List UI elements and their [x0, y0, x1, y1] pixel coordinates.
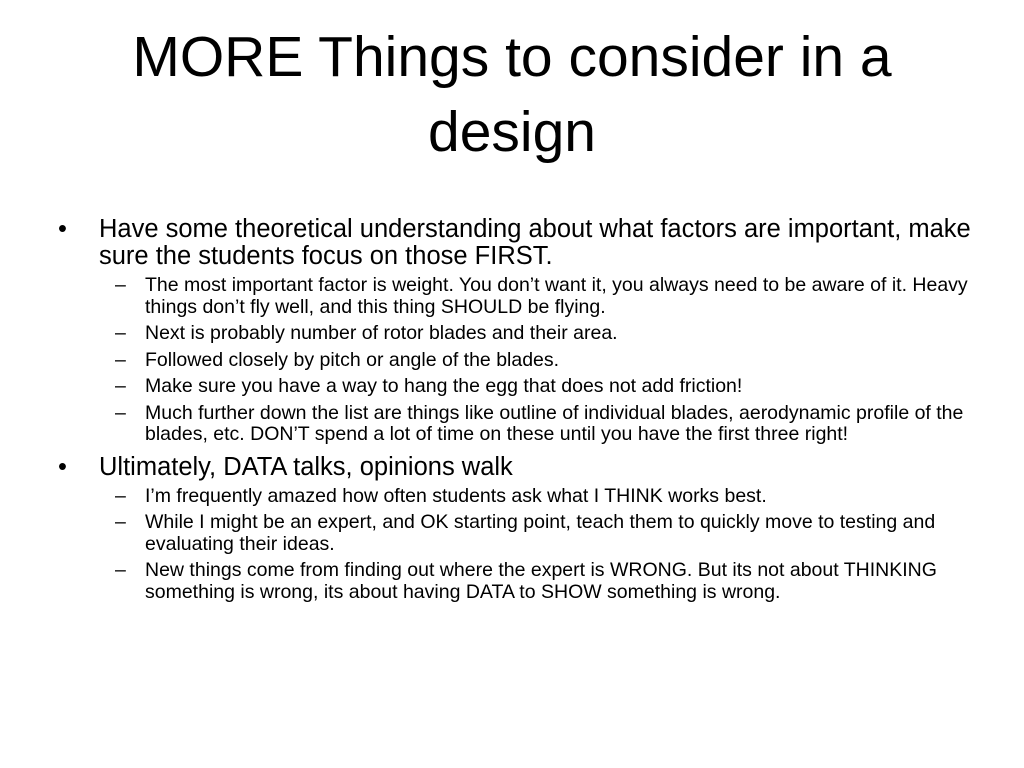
sub-bullet-item — [58, 275, 978, 318]
sub-bullet-list — [58, 486, 978, 604]
dash-icon: – — [115, 322, 126, 344]
sub-bullet-item — [58, 376, 978, 398]
dash-icon: – — [115, 274, 126, 296]
sub-bullet-item — [58, 403, 978, 446]
dash-icon: – — [115, 559, 126, 581]
dash-icon: – — [115, 401, 126, 424]
sub-bullet-text: I’m frequently amazed how often students ask what I THINK works best. — [145, 484, 767, 507]
dash-icon: – — [115, 375, 126, 397]
sub-bullet-item — [58, 350, 978, 372]
slide-body — [58, 212, 978, 608]
dash-icon: – — [115, 484, 126, 507]
sub-bullet-item — [58, 512, 978, 555]
sub-bullet-text: Make sure you have a way to hang the egg that does not add friction! — [145, 375, 743, 397]
dash-icon: – — [115, 511, 126, 533]
bullet-icon: • — [58, 452, 67, 481]
sub-bullet-text: The most important factor is weight. You don’t want it, you always need to be aware of it. Heavy things don’t fly well, and this thing SHOULD be flying. — [145, 274, 968, 318]
sub-bullet-list — [58, 275, 978, 446]
bullet-text: Have some theoretical understanding about what factors are important, make sure the students focus on those FIRST. — [99, 215, 971, 270]
bullet-text: Ultimately, DATA talks, opinions walk — [99, 452, 513, 481]
sub-bullet-text: Next is probably number of rotor blades and their area. — [145, 322, 618, 344]
sub-bullet-item — [58, 560, 978, 603]
sub-bullet-text: Followed closely by pitch or angle of the blades. — [145, 348, 560, 371]
bullet-item — [58, 454, 978, 481]
sub-bullet-text: Much further down the list are things like outline of individual blades, aerodynamic profile of the blades, etc. DON’T spend a lot of time on these until you have the first three right! — [145, 401, 964, 445]
bullet-icon: • — [58, 215, 67, 243]
slide-title: MORE Things to consider in a design — [132, 25, 892, 164]
sub-bullet-text: New things come from finding out where the expert is WRONG. But its not about THINKING something is wrong, its about having DATA to SHOW something is wrong. — [145, 559, 937, 603]
sub-bullet-item — [58, 323, 978, 345]
sub-bullet-item — [58, 486, 978, 508]
sub-bullet-text: While I might be an expert, and OK starting point, teach them to quickly move to testing and evaluating their ideas. — [145, 511, 936, 555]
dash-icon: – — [115, 348, 126, 371]
bullet-item — [58, 216, 978, 270]
